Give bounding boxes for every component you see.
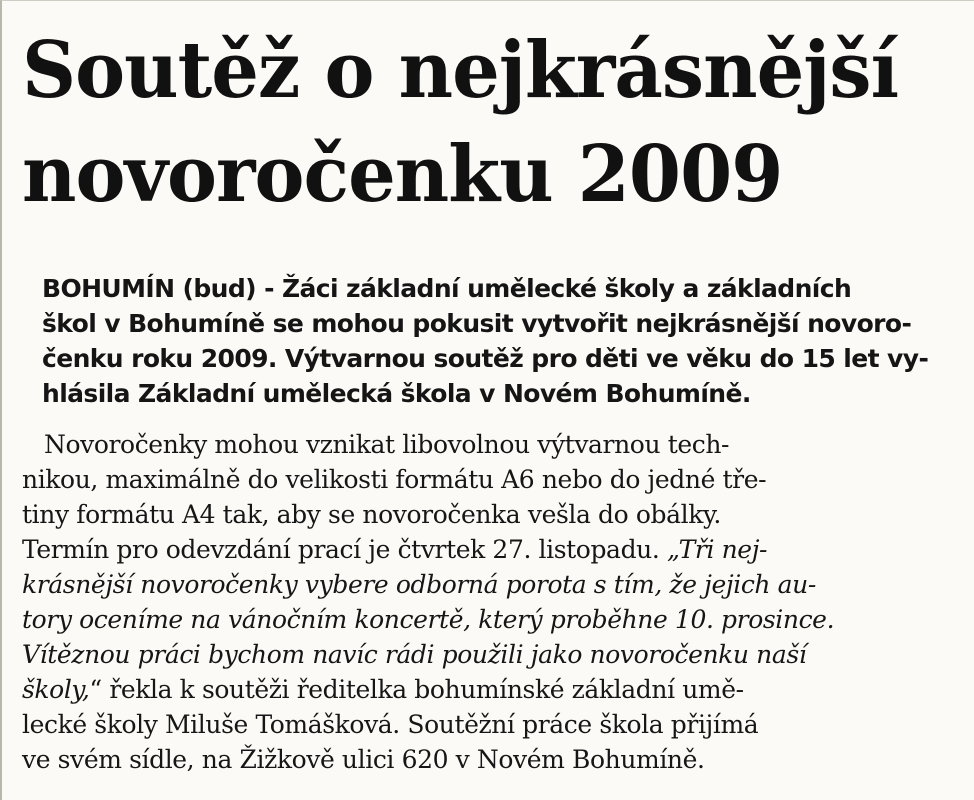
- article-headline: [22, 19, 924, 227]
- quote-end: školy,: [22, 675, 90, 704]
- quote-line-6: tory oceníme na vánočním koncertě, který proběhne 10. prosince.: [22, 605, 835, 634]
- lead-line-3: čenku roku 2009. Výtvarnou soutěž pro děti ve věku do 15 let vy-: [42, 344, 929, 373]
- headline-line-2: novoročenku 2009: [22, 129, 783, 220]
- body-line-9: lecké školy Miluše Tomášková. Soutěžní práce škola přijímá: [22, 710, 759, 739]
- lead-line-4: hlásila Základní umělecká škola v Novém Bohumíně.: [42, 379, 751, 408]
- body-line-1: Novoročenky mohou vznikat libovolnou výtvarnou tech-: [44, 430, 730, 459]
- quote-line-7: Vítěznou práci bychom navíc rádi použili jako novoročenku naší: [22, 640, 807, 669]
- lead-line-1: BOHUMÍN (bud) - Žáci základní umělecké školy a základních: [42, 274, 852, 303]
- body-line-4: [22, 532, 962, 567]
- body-line-3: tiny formátu A4 tak, aby se novoročenka vešla do obálky.: [22, 500, 721, 529]
- body-line-7: [22, 637, 962, 672]
- body-line-6: [22, 602, 962, 637]
- article-body: [22, 427, 962, 777]
- body-line-8: [22, 672, 962, 707]
- headline-line-1: Soutěž o nejkrásnější: [22, 25, 899, 116]
- lead-line-2: škol v Bohumíně se mohou pokusit vytvořit nejkrásnější novoro-: [42, 309, 912, 338]
- quote-line-5: krásnější novoročenky vybere odborná porota s tím, že jejich au-: [22, 570, 816, 599]
- body-line-2: nikou, maximálně do velikosti formátu A6 nebo do jedné tře-: [22, 465, 767, 494]
- article-lead: [42, 271, 962, 411]
- body-line-4-text: Termín pro odevzdání prací je čtvrtek 27. listopadu.: [22, 535, 667, 564]
- body-line-8-text: “ řekla k soutěži ředitelka bohumínské základní umě-: [89, 675, 744, 704]
- quote-start: „Tři nej-: [666, 535, 768, 564]
- body-line-5: [22, 567, 962, 602]
- body-line-10: ve svém sídle, na Žižkově ulici 620 v Novém Bohumíně.: [22, 745, 705, 774]
